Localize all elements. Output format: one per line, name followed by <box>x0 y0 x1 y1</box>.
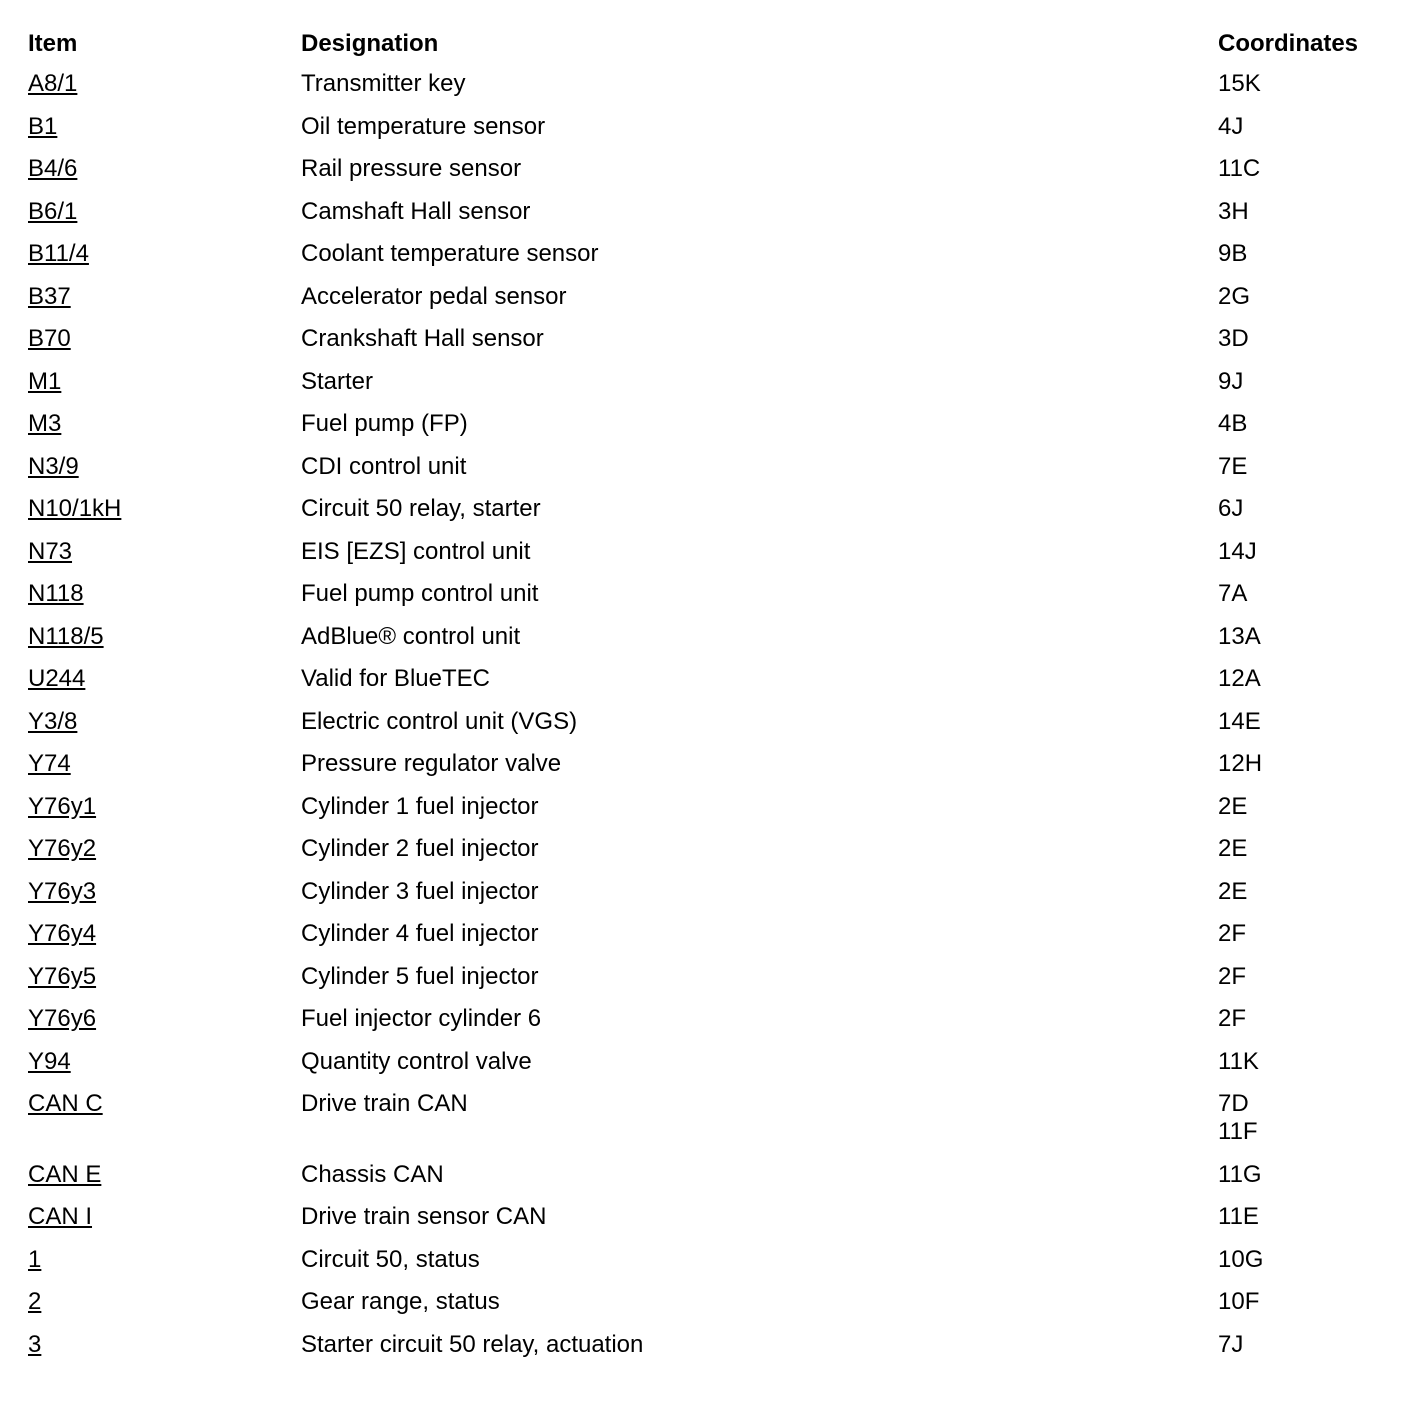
designation-cell: Rail pressure sensor <box>301 155 522 182</box>
item-link[interactable]: B1 <box>28 112 58 140</box>
item-link[interactable]: CAN C <box>28 1090 103 1117</box>
coordinates-cell <box>1218 538 1257 566</box>
item-link[interactable]: Y76y2 <box>28 835 97 862</box>
designation-cell: CDI control unit <box>301 452 467 480</box>
item-cell <box>28 580 84 608</box>
legend-table-body <box>0 70 1408 1373</box>
coordinates-cell <box>1218 70 1261 98</box>
item-link[interactable]: M3 <box>28 410 62 437</box>
item-link[interactable]: B4/6 <box>28 155 78 182</box>
coordinates-cell <box>1218 368 1243 396</box>
header-item: Item <box>28 30 78 57</box>
item-link[interactable]: B11/4 <box>28 240 89 267</box>
designation-cell: Fuel pump (FP) <box>301 410 468 437</box>
coordinates-cell <box>1218 708 1261 736</box>
item-link[interactable]: N10/1kH <box>28 495 122 522</box>
designation-cell: Accelerator pedal sensor <box>301 282 567 310</box>
coordinates-cell <box>1218 453 1247 481</box>
coordinate-value: 2F <box>1218 962 1247 990</box>
coordinates-cell <box>1218 1048 1259 1076</box>
table-row <box>0 1090 1408 1150</box>
item-link[interactable]: CAN E <box>28 1160 102 1188</box>
coordinates-cell <box>1218 113 1243 141</box>
item-cell <box>28 623 104 651</box>
item-cell <box>28 793 96 821</box>
item-link[interactable]: B37 <box>28 282 71 310</box>
coordinates-cell <box>1218 1246 1263 1274</box>
coordinate-value: 2F <box>1218 920 1247 947</box>
item-cell <box>28 113 57 141</box>
table-row <box>0 750 1408 782</box>
coordinate-value: 9B <box>1218 240 1248 267</box>
item-cell <box>28 1161 101 1189</box>
designation-cell: Cylinder 5 fuel injector <box>301 962 539 990</box>
table-row <box>0 453 1408 485</box>
coordinate-value: 7J <box>1218 1330 1244 1358</box>
coordinates-cell <box>1218 1161 1262 1189</box>
coordinate-value: 11F <box>1218 1118 1258 1145</box>
item-cell <box>28 325 71 353</box>
table-row <box>0 410 1408 442</box>
item-cell <box>28 453 79 481</box>
designation-cell: AdBlue® control unit <box>301 622 521 650</box>
item-link[interactable]: N118/5 <box>28 622 104 650</box>
header-designation: Designation <box>301 30 439 57</box>
coordinate-value: 3H <box>1218 197 1249 225</box>
item-link[interactable]: B6/1 <box>28 197 78 225</box>
designation-cell: Chassis CAN <box>301 1160 444 1188</box>
header-coordinates: Coordinates <box>1218 30 1359 57</box>
designation-cell: Quantity control valve <box>301 1047 532 1075</box>
coordinates-cell <box>1218 410 1247 438</box>
coordinates-cell <box>1218 835 1247 863</box>
coordinate-value: 13A <box>1218 622 1261 650</box>
item-link[interactable]: 1 <box>28 1245 42 1273</box>
designation-cell: Oil temperature sensor <box>301 112 546 140</box>
coordinates-cell <box>1218 1331 1243 1359</box>
coordinates-cell <box>1218 793 1247 821</box>
coordinates-cell <box>1218 198 1249 226</box>
table-row <box>0 1246 1408 1278</box>
coordinate-value: 10F <box>1218 1288 1260 1315</box>
table-row <box>0 325 1408 357</box>
coordinates-cell <box>1218 878 1247 906</box>
item-cell <box>28 495 121 523</box>
table-row <box>0 70 1408 102</box>
item-cell <box>28 1005 96 1033</box>
table-row <box>0 665 1408 697</box>
coordinate-value: 4J <box>1218 112 1244 140</box>
coordinate-value: 14E <box>1218 707 1261 735</box>
coordinate-value: 3D <box>1218 325 1249 352</box>
item-cell <box>28 1090 103 1118</box>
table-row <box>0 878 1408 910</box>
item-cell <box>28 1331 41 1359</box>
coordinates-cell <box>1218 920 1246 948</box>
coordinate-value: 11C <box>1218 155 1261 182</box>
coordinates-cell <box>1218 665 1261 693</box>
item-link[interactable]: Y76y5 <box>28 962 97 990</box>
designation-cell: Cylinder 4 fuel injector <box>301 920 539 947</box>
coordinate-value: 12A <box>1218 665 1261 692</box>
designation-cell: Fuel pump control unit <box>301 580 539 607</box>
item-link[interactable]: Y94 <box>28 1047 71 1075</box>
coordinate-value: 4B <box>1218 410 1248 437</box>
coordinate-value: 11E <box>1218 1203 1259 1230</box>
coordinates-cell <box>1218 963 1246 991</box>
item-link[interactable]: CAN I <box>28 1203 93 1230</box>
item-cell <box>28 70 77 98</box>
item-link[interactable]: N73 <box>28 537 73 565</box>
coordinates-cell <box>1218 1090 1258 1146</box>
designation-cell: Drive train CAN <box>301 1090 468 1117</box>
table-row <box>0 623 1408 655</box>
coordinate-value: 11K <box>1218 1047 1259 1075</box>
item-link[interactable]: A8/1 <box>28 70 78 97</box>
item-link[interactable]: Y76y3 <box>28 877 97 905</box>
item-link[interactable]: N118 <box>28 580 84 607</box>
table-header <box>0 28 1408 60</box>
designation-cell: Circuit 50, status <box>301 1245 480 1273</box>
coordinates-cell <box>1218 240 1247 268</box>
table-row <box>0 1161 1408 1193</box>
coordinates-cell <box>1218 155 1260 183</box>
designation-cell: Coolant temperature sensor <box>301 240 599 267</box>
coordinate-value: 9J <box>1218 367 1244 395</box>
coordinates-cell <box>1218 580 1247 608</box>
designation-cell: Transmitter key <box>301 70 466 97</box>
table-row <box>0 1005 1408 1037</box>
coordinate-value: 10G <box>1218 1245 1264 1273</box>
coordinate-value: 15K <box>1218 70 1261 97</box>
item-cell <box>28 155 77 183</box>
coordinate-value: 12H <box>1218 750 1263 777</box>
item-cell <box>28 878 96 906</box>
designation-cell: Circuit 50 relay, starter <box>301 495 541 522</box>
table-row <box>0 835 1408 867</box>
table-row <box>0 708 1408 740</box>
designation-cell: Cylinder 2 fuel injector <box>301 835 539 862</box>
designation-cell: Valid for BlueTEC <box>301 665 490 692</box>
designation-cell: Pressure regulator valve <box>301 750 562 777</box>
coordinates-cell <box>1218 1288 1259 1316</box>
designation-cell: Crankshaft Hall sensor <box>301 325 544 352</box>
table-row <box>0 283 1408 315</box>
item-cell <box>28 920 96 948</box>
item-link[interactable]: M1 <box>28 367 62 395</box>
item-cell <box>28 198 77 226</box>
designation-cell: Gear range, status <box>301 1288 500 1315</box>
table-row <box>0 368 1408 400</box>
item-link[interactable]: Y76y6 <box>28 1005 97 1032</box>
table-row <box>0 920 1408 952</box>
item-cell <box>28 1246 41 1274</box>
designation-cell: Electric control unit (VGS) <box>301 707 578 735</box>
item-cell <box>28 1288 41 1316</box>
designation-cell: Starter <box>301 367 374 395</box>
item-cell <box>28 240 89 268</box>
coordinate-value: 7E <box>1218 452 1248 480</box>
item-link[interactable]: B70 <box>28 325 71 352</box>
coordinates-cell <box>1218 623 1261 651</box>
table-row <box>0 538 1408 570</box>
item-cell <box>28 665 85 693</box>
coordinate-value: 2G <box>1218 282 1251 310</box>
table-row <box>0 198 1408 230</box>
coordinates-cell <box>1218 495 1243 523</box>
coordinate-value: 2E <box>1218 792 1248 820</box>
coordinates-cell <box>1218 1005 1246 1033</box>
coordinate-value: 7A <box>1218 580 1248 607</box>
designation-cell: Camshaft Hall sensor <box>301 197 531 225</box>
coordinates-cell <box>1218 1203 1259 1231</box>
table-row <box>0 793 1408 825</box>
designation-cell: Drive train sensor CAN <box>301 1203 547 1230</box>
coordinate-value: 2F <box>1218 1005 1247 1032</box>
coordinate-value: 2E <box>1218 877 1248 905</box>
table-row <box>0 495 1408 527</box>
item-link[interactable]: 2 <box>28 1288 42 1315</box>
item-link[interactable]: 3 <box>28 1330 42 1358</box>
item-cell <box>28 835 96 863</box>
item-cell <box>28 708 77 736</box>
coordinates-cell <box>1218 325 1249 353</box>
item-link[interactable]: U244 <box>28 665 86 692</box>
table-row <box>0 1331 1408 1363</box>
designation-cell: Starter circuit 50 relay, actuation <box>301 1330 644 1358</box>
table-row <box>0 580 1408 612</box>
table-row <box>0 113 1408 145</box>
coordinate-value: 6J <box>1218 495 1244 522</box>
coordinate-value: 11G <box>1218 1160 1262 1188</box>
designation-cell: EIS [EZS] control unit <box>301 537 531 565</box>
designation-cell: Cylinder 3 fuel injector <box>301 877 539 905</box>
item-cell <box>28 410 61 438</box>
table-row <box>0 1288 1408 1320</box>
designation-cell: Cylinder 1 fuel injector <box>301 792 539 820</box>
item-cell <box>28 750 71 778</box>
item-link[interactable]: Y76y4 <box>28 920 97 947</box>
coordinates-cell <box>1218 750 1262 778</box>
item-cell <box>28 963 96 991</box>
designation-cell: Fuel injector cylinder 6 <box>301 1005 542 1032</box>
table-row <box>0 155 1408 187</box>
coordinate-value: 2E <box>1218 835 1248 862</box>
table-row <box>0 963 1408 995</box>
item-cell <box>28 283 71 311</box>
item-cell <box>28 368 61 396</box>
table-row <box>0 1048 1408 1080</box>
item-cell <box>28 1048 71 1076</box>
item-link[interactable]: Y74 <box>28 750 71 777</box>
item-cell <box>28 538 72 566</box>
item-link[interactable]: Y76y1 <box>28 792 97 820</box>
coordinate-value: 14J <box>1218 537 1257 565</box>
item-cell <box>28 1203 92 1231</box>
table-row <box>0 1203 1408 1235</box>
item-link[interactable]: Y3/8 <box>28 707 78 735</box>
table-row <box>0 240 1408 272</box>
item-link[interactable]: N3/9 <box>28 452 79 480</box>
coordinates-cell <box>1218 283 1250 311</box>
coordinate-value: 7D <box>1218 1090 1249 1117</box>
